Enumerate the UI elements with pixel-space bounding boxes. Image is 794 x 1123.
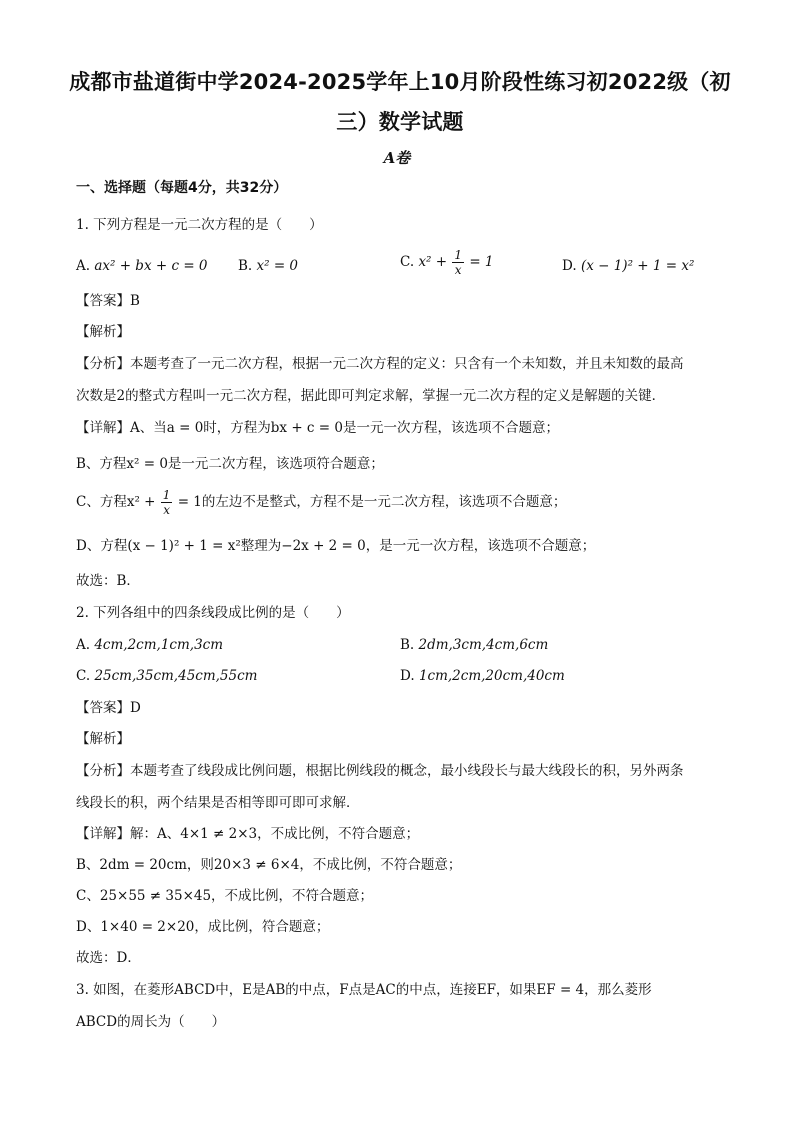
q2-option-a-text: 4cm,2cm,1cm,3cm xyxy=(94,637,224,653)
q1-option-c-denominator: x xyxy=(454,263,462,277)
q2-answer: 【答案】D xyxy=(76,700,141,716)
q1-option-c xyxy=(400,248,494,277)
q1-analysis-line1: 【分析】本题考查了一元二次方程，根据一元二次方程的定义：只含有一个未知数，并且未知数的最高 xyxy=(76,356,684,372)
q1-option-d-text: (x − 1)² + 1 = x² xyxy=(580,258,695,274)
q2-option-a xyxy=(76,635,223,655)
section-heading: 一、选择题（每题4分，共32分） xyxy=(76,180,288,196)
q1-detail-c-denominator: x xyxy=(163,503,170,517)
q1-option-b-label: B. xyxy=(238,258,253,274)
q2-option-b-label: B. xyxy=(400,637,415,653)
q1-detail-c-post: = 1的左边不是整式，方程不是一元二次方程，该选项不合题意； xyxy=(177,494,567,510)
q3-stem-line2: ABCD的周长为（ ） xyxy=(76,1014,226,1030)
q1-option-b-text: x² = 0 xyxy=(256,258,299,274)
q1-detail-c-pre: C、方程x² + xyxy=(76,494,156,510)
q2-stem: 2. 下列各组中的四条线段成比例的是（ ） xyxy=(76,605,350,621)
q1-option-d xyxy=(562,256,694,276)
q1-option-a-text: ax² + bx + c = 0 xyxy=(94,258,208,274)
q2-option-b xyxy=(400,635,548,655)
q1-detail-c-numerator: 1 xyxy=(162,488,171,502)
q2-detail-c: C、25×55 ≠ 35×45，不成比例，不符合题意； xyxy=(76,888,374,904)
q2-detail-b: B、2dm = 20cm，则20×3 ≠ 6×4，不成比例，不符合题意； xyxy=(76,857,462,873)
q1-analysis-line2: 次数是2的整式方程叫一元二次方程，据此即可判定求解，掌握一元二次方程的定义是解题的关键． xyxy=(76,388,666,404)
q1-option-c-post: = 1 xyxy=(469,254,494,270)
exam-title-line1: 成都市盐道街中学2024-2025学年上10月阶段性练习初2022级（初 xyxy=(69,70,731,94)
q1-detail-a: 【详解】A、当a = 0时，方程为bx + c = 0是一元一次方程，该选项不合题意； xyxy=(76,420,559,436)
q1-detail-d: D、方程(x − 1)² + 1 = x²整理为−2x + 2 = 0，是一元一次方程，该选项不合题意； xyxy=(76,538,596,554)
q1-option-d-label: D. xyxy=(562,258,577,274)
q2-option-c-text: 25cm,35cm,45cm,55cm xyxy=(94,668,258,684)
q1-option-c-fraction xyxy=(452,248,464,277)
q1-detail-b: B、方程x² = 0是一元二次方程，该选项符合题意； xyxy=(76,456,384,472)
q2-analysis-line2: 线段长的积，两个结果是否相等即可即可求解． xyxy=(76,795,360,811)
q1-option-a xyxy=(76,256,208,276)
q1-detail-c-fraction xyxy=(161,488,173,517)
q2-option-d-label: D. xyxy=(400,668,415,684)
q2-detail-a: 【详解】解：A、4×1 ≠ 2×3，不成比例，不符合题意； xyxy=(76,826,420,842)
exam-title-line2: 三）数学试题 xyxy=(336,110,464,134)
q2-option-c-label: C. xyxy=(76,668,91,684)
q2-conclusion: 故选：D． xyxy=(76,950,141,966)
q2-option-a-label: A. xyxy=(76,637,91,653)
q2-option-b-text: 2dm,3cm,4cm,6cm xyxy=(418,637,549,653)
q3-stem-line1: 3. 如图，在菱形ABCD中，E是AB的中点，F点是AC的中点，连接EF，如果EF = 4，那么菱形 xyxy=(76,982,652,998)
q1-option-b xyxy=(238,256,298,276)
q2-option-d xyxy=(400,666,565,686)
q1-option-a-label: A. xyxy=(76,258,91,274)
q2-analysis-label: 【解析】 xyxy=(76,731,130,747)
q1-analysis-label: 【解析】 xyxy=(76,324,130,340)
q2-analysis-line1: 【分析】本题考查了线段成比例问题，根据比例线段的概念，最小线段长与最大线段长的积，另外两条 xyxy=(76,763,684,779)
q2-option-d-text: 1cm,2cm,20cm,40cm xyxy=(418,668,565,684)
q1-option-c-numerator: 1 xyxy=(454,248,463,262)
q1-conclusion: 故选：B． xyxy=(76,573,140,589)
q1-stem: 1. 下列方程是一元二次方程的是（ ） xyxy=(76,217,323,233)
q2-option-c xyxy=(76,666,257,686)
q1-option-c-pre: x² + xyxy=(418,254,448,270)
section-a-label: A卷 xyxy=(383,149,411,167)
q1-option-c-label: C. xyxy=(400,254,415,270)
q1-answer: 【答案】B xyxy=(76,293,140,309)
q1-detail-c xyxy=(76,488,566,517)
q2-detail-d: D、1×40 = 2×20，成比例，符合题意； xyxy=(76,919,330,935)
